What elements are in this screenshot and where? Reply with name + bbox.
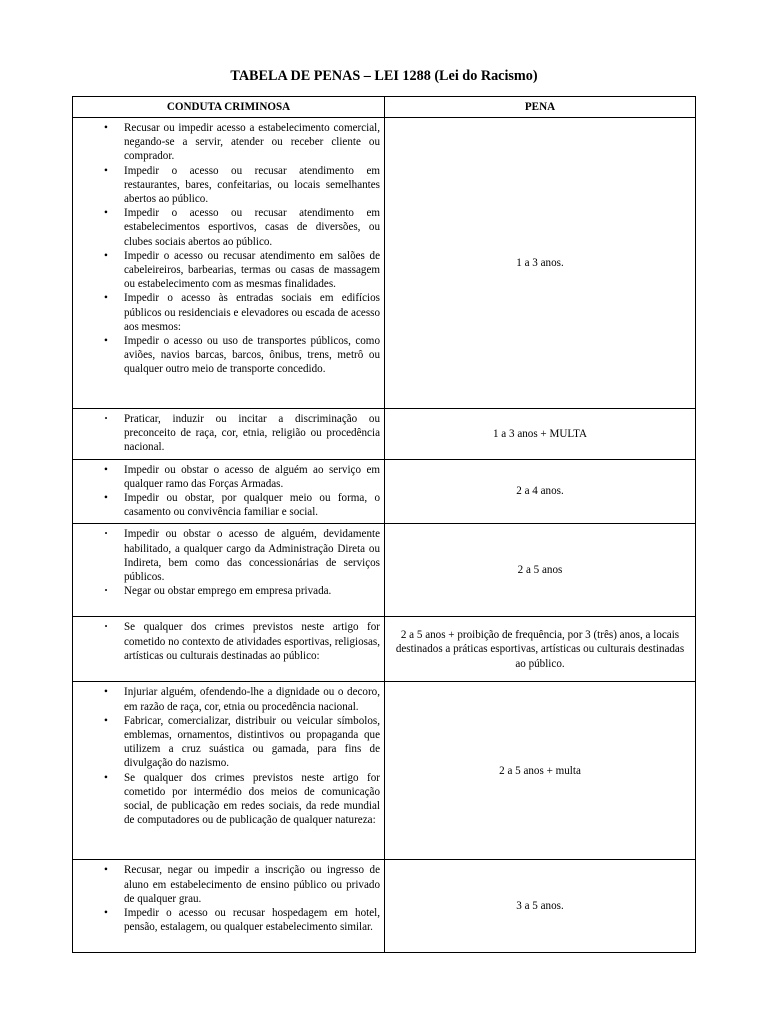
- bullet-icon: •: [104, 249, 108, 262]
- bullet-icon: •: [104, 622, 108, 632]
- bullet-icon: •: [104, 714, 108, 727]
- bullet-icon: •: [104, 586, 108, 596]
- list-item: [73, 584, 380, 598]
- page-title: TABELA DE PENAS – LEI 1288 (Lei do Racismo): [230, 68, 538, 84]
- conduct-text: Fabricar, comercializar, distribuir ou veicular símbolos, emblemas, ornamentos, distintivos ou propaganda que utilizem a cruz suástica ou gamada, para fins de divulgação do nazismo.: [124, 714, 380, 770]
- bullet-icon: •: [104, 771, 108, 784]
- bullet-icon: •: [104, 164, 108, 177]
- penalty-cell: 2 a 5 anos: [385, 524, 696, 617]
- table-header-row: [73, 97, 696, 118]
- table-row: [73, 409, 696, 460]
- list-item: [73, 527, 380, 584]
- conduct-text: Impedir o acesso ou recusar hospedagem em hotel, pensão, estalagem, ou qualquer estabelecimento similar.: [124, 907, 380, 934]
- bullet-icon: •: [104, 907, 108, 920]
- list-item: [73, 334, 380, 377]
- bullet-icon: •: [104, 122, 108, 134]
- penalty-table: [72, 96, 696, 953]
- bullet-icon: •: [104, 207, 108, 220]
- penalty-cell: 2 a 5 anos + proibição de frequência, por 3 (três) anos, a locais destinados a práticas esportivas, artísticas ou culturais destinadas ao público.: [385, 617, 696, 682]
- list-item: [73, 620, 380, 663]
- bullet-icon: •: [104, 463, 108, 476]
- list-item: [73, 906, 380, 934]
- penalty-cell: 2 a 5 anos + multa: [385, 682, 696, 860]
- list-item: [73, 863, 380, 906]
- list-item: [73, 491, 380, 519]
- bullet-icon: •: [104, 335, 108, 348]
- column-header-conduta: CONDUTA CRIMINOSA: [73, 97, 385, 118]
- conduct-text: Impedir o acesso ou uso de transportes públicos, como aviões, navios barcas, barcos, ônibus, trens, metrô ou qualquer outro meio de transporte concedido.: [124, 335, 380, 376]
- penalty-cell: 1 a 3 anos.: [385, 118, 696, 409]
- conduct-text: Praticar, induzir ou incitar a discriminação ou preconceito de raça, cor, etnia, religião ou procedência nacional.: [124, 413, 380, 454]
- conduct-text: Impedir ou obstar, por qualquer meio ou forma, o casamento ou convivência familiar e social.: [124, 492, 380, 519]
- penalty-cell: 1 a 3 anos + MULTA: [385, 409, 696, 460]
- table-row: [73, 617, 696, 682]
- conduct-text: Recusar ou impedir acesso a estabelecimento comercial, negando-se a servir, atender ou receber cliente ou comprador.: [124, 122, 380, 163]
- conduct-cell: [73, 860, 385, 953]
- conduct-cell: [73, 617, 385, 682]
- penalty-cell: 3 a 5 anos.: [385, 860, 696, 953]
- bullet-icon: •: [104, 492, 108, 505]
- conduct-text: Se qualquer dos crimes previstos neste artigo for cometido no contexto de atividades esportivas, religiosas, artísticas ou culturais destinadas ao público:: [124, 621, 380, 662]
- conduct-list: [73, 412, 380, 455]
- bullet-icon: •: [104, 414, 108, 423]
- bullet-icon: •: [104, 686, 108, 699]
- conduct-text: Impedir ou obstar o acesso de alguém, devidamente habilitado, a qualquer cargo da Administração Direta ou Indireta, bem como das concessionárias de serviços públicos.: [124, 528, 380, 584]
- column-header-pena: PENA: [385, 97, 696, 118]
- table-row: [73, 118, 696, 409]
- conduct-cell: [73, 409, 385, 460]
- table-row: [73, 682, 696, 860]
- conduct-list: [73, 463, 380, 520]
- penalty-cell: 2 a 4 anos.: [385, 459, 696, 524]
- conduct-text: Injuriar alguém, ofendendo-lhe a dignidade ou o decoro, em razão de raça, cor, etnia ou procedência nacional.: [124, 686, 380, 713]
- list-item: [73, 685, 380, 713]
- bullet-icon: •: [104, 864, 108, 877]
- conduct-cell: [73, 524, 385, 617]
- conduct-list: [73, 863, 380, 934]
- list-item: [73, 714, 380, 771]
- conduct-text: Negar ou obstar emprego em empresa privada.: [124, 585, 332, 598]
- list-item: [73, 249, 380, 292]
- conduct-text: Recusar, negar ou impedir a inscrição ou ingresso de aluno em estabelecimento de ensino público ou privado de qualquer grau.: [124, 864, 380, 905]
- conduct-list: [73, 685, 380, 827]
- conduct-list: [73, 121, 380, 377]
- conduct-cell: [73, 459, 385, 524]
- conduct-text: Impedir ou obstar o acesso de alguém ao serviço em qualquer ramo das Forças Armadas.: [124, 463, 380, 490]
- conduct-cell: [73, 118, 385, 409]
- table-row: [73, 524, 696, 617]
- conduct-text: Impedir o acesso ou recusar atendimento em salões de cabeleireiros, barbearias, termas ou casas de massagem ou estabelecimento com as mesmas finalidades.: [124, 249, 380, 291]
- table-row: [73, 860, 696, 953]
- conduct-list: [73, 527, 380, 598]
- conduct-text: Impedir o acesso ou recusar atendimento em estabelecimentos esportivos, casas de diversões, ou clubes sociais abertos ao público.: [124, 207, 380, 248]
- list-item: [73, 463, 380, 491]
- conduct-text: Se qualquer dos crimes previstos neste artigo for cometido por intermédio dos meios de comunicação social, de publicação em redes sociais, da rede mundial de computadores ou de publicação de qualquer natureza:: [124, 771, 380, 827]
- list-item: [73, 412, 380, 455]
- conduct-cell: [73, 682, 385, 860]
- conduct-text: Impedir o acesso às entradas sociais em edifícios públicos ou residenciais e elevadores ou escada de acesso aos mesmos:: [124, 292, 380, 333]
- list-item: [73, 771, 380, 828]
- list-item: [73, 164, 380, 207]
- list-item: [73, 206, 380, 249]
- conduct-text: Impedir o acesso ou recusar atendimento em restaurantes, bares, confeitarias, ou locais semelhantes abertos ao público.: [124, 164, 380, 206]
- list-item: [73, 291, 380, 334]
- bullet-icon: •: [104, 529, 108, 539]
- table-row: [73, 459, 696, 524]
- bullet-icon: •: [104, 292, 108, 305]
- conduct-list: [73, 620, 380, 663]
- list-item: [73, 121, 380, 164]
